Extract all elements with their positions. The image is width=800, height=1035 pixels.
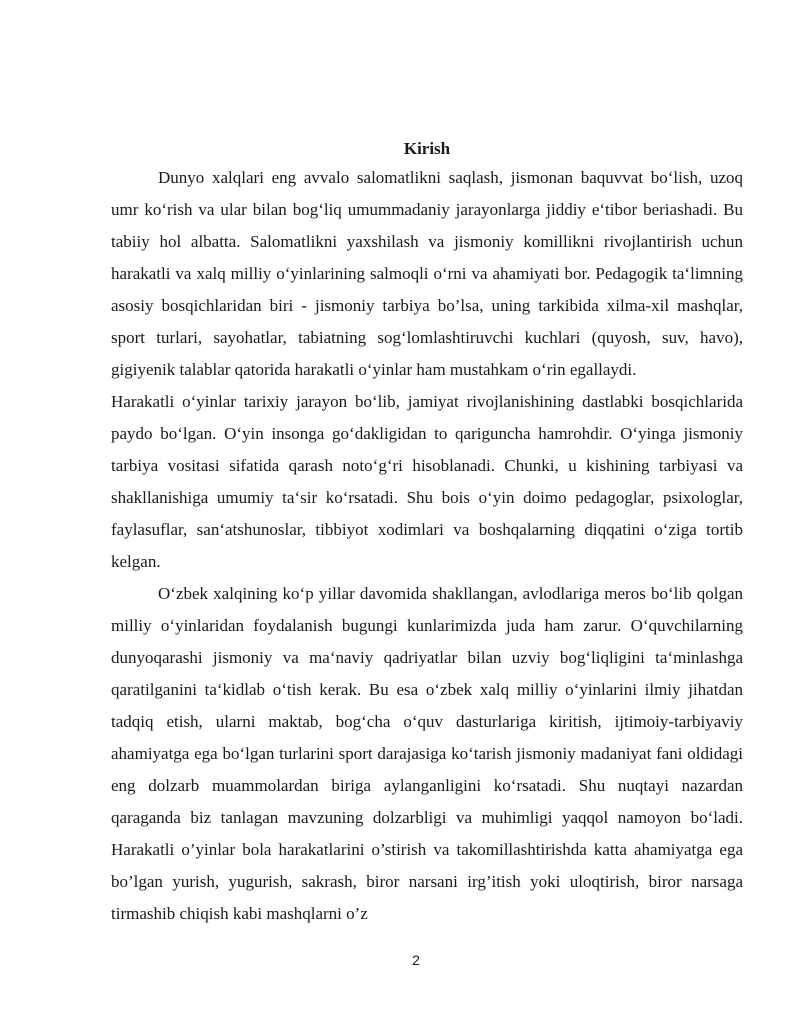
paragraph-3: O‘zbek xalqining ko‘p yillar davomida shakllangan, avlodlariga meros bo‘lib qolgan milliy o‘yinlaridan foydalanish bugungi kunlarimizda juda ham zarur. O‘quvchilarning dunyoqarashi jismoniy va ma‘naviy qadriyatlar bilan uzviy bog‘liqligini ta‘minlashga qaratilganini ta‘kidlab o‘tish kerak. Bu esa o‘zbek xalq milliy o‘yinlarini ilmiy jihatdan tadqiq etish, ularni maktab, bog‘cha o‘quv dasturlariga kiritish, ijtimoiy-tarbiyaviy ahamiyatga ega bo‘lgan turlarini sport darajasiga ko‘tarish jismoniy madaniyat fani oldidagi eng dolzarb muammolardan biriga aylanganligini ko‘rsatadi. Shu nuqtayi nazardan qaraganda biz tanlagan mavzuning dolzarbligi va muhimligi yaqqol namoyon bo‘ladi. Harakatli o’yinlar bola harakatlarini o’stirish va takomillashtirishda katta ahamiyatga ega bo’lgan yurish, yugurish, sakrash, biror narsani irg’itish yoki uloqtirish, biror narsaga tirmashib chiqish kabi mashqlarni o’z: [111, 584, 743, 923]
document-body: [111, 136, 743, 930]
paragraph-2: Harakatli o‘yinlar tarixiy jarayon bo‘lib, jamiyat rivojlanishining dastlabki bosqichlarida paydo bo‘lgan. O‘yin insonga go‘dakligidan to qariguncha hamrohdir. O‘yinga jismoniy tarbiya vositasi sifatida qarash noto‘g‘ri hisoblanadi. Chunki, u kishining tarbiyasi va shakllanishiga umumiy ta‘sir ko‘rsatadi. Shu bois o‘yin doimo pedagoglar, psixologlar, faylasuflar, san‘atshunoslar, tibbiyot xodimlari va boshqalarning diqqatini o‘ziga tortib kelgan.: [111, 392, 743, 571]
paragraph-1: Dunyo xalqlari eng avvalo salomatlikni saqlash, jismonan baquvvat bo‘lish, uzoq umr ko‘rish va ular bilan bog‘liq umummadaniy jarayonlarga jiddiy e‘tibor beriashadi. Bu tabiiy hol albatta. Salomatlikni yaxshilash va jismoniy komillikni rivojlantirish uchun harakatli va xalq milliy o‘yinlarining salmoqli o‘rni va ahamiyati bor. Pedagogik ta‘limning asosiy bosqichlaridan biri - jismoniy tarbiya bo’lsa, uning tarkibida xilma-xil mashqlar, sport turlari, sayohatlar, tabiatning sog‘lomlashtiruvchi kuchlari (quyosh, suv, havo), gigiyenik talablar qatorida harakatli o‘yinlar ham mustahkam o‘rin egallaydi.: [111, 168, 743, 379]
page-number: 2: [412, 952, 420, 968]
section-heading: Kirish: [403, 139, 451, 158]
